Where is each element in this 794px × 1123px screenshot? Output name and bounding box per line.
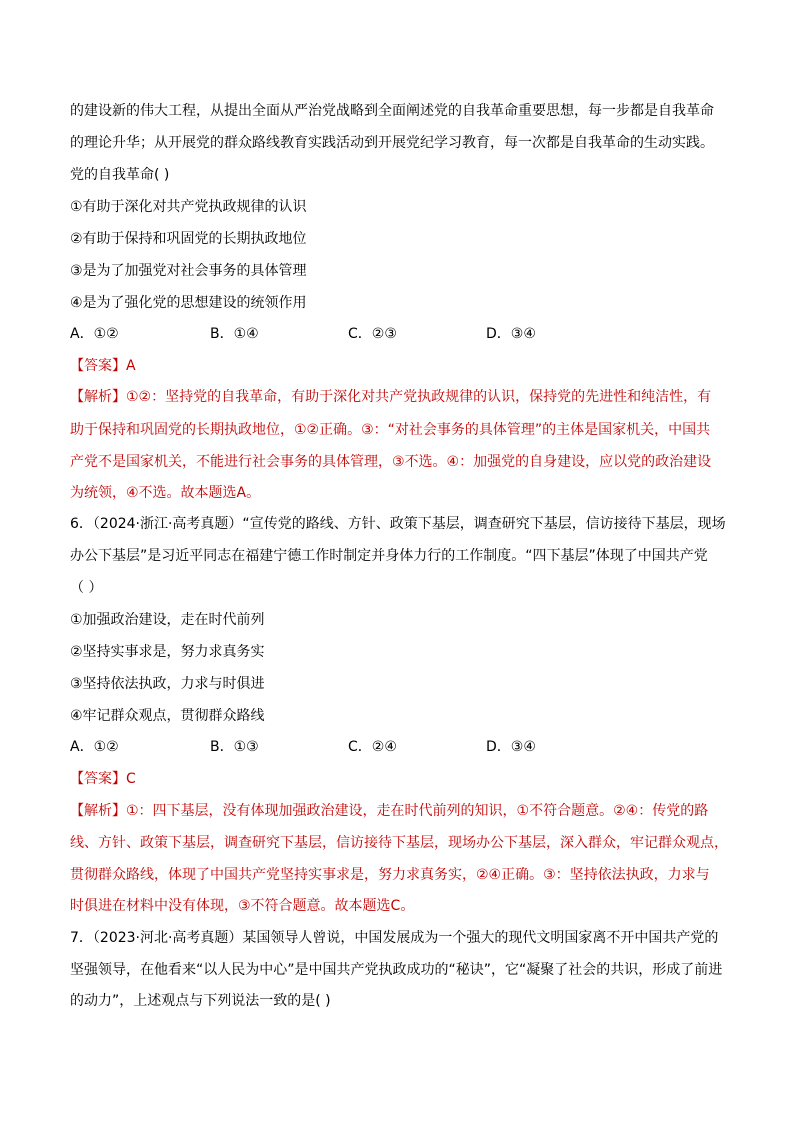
q5-option-b: B．①④ (210, 326, 259, 342)
q5-option-c: C．②③ (348, 326, 397, 342)
q6-stem-line-2: 办公下基层”是习近平同志在福建宁德工作时制定并身体力行的工作制度。“四下基层”体现了中国共产党 (70, 548, 708, 564)
q6-stem-line-1: 6．（2024·浙江·高考真题）“宣传党的路线、方针、政策下基层，调查研究下基层，信访接待下基层，现场 (70, 516, 726, 532)
q6-analysis-line-3: 贯彻群众路线，体现了中国共产党坚持实事求是，努力求真务实，②④正确。③：坚持依法执政，力求与 (70, 867, 710, 883)
q6-analysis-line-4: 时俱进在材料中没有体现，③不符合题意。故本题选C。 (70, 898, 415, 914)
q5-analysis-line-3: 产党不是国家机关，不能进行社会事务的具体管理，③不选。④：加强党的自身建设，应以党的政治建设 (70, 454, 712, 470)
q5-option-a: A．①② (70, 326, 119, 342)
q5-analysis-line-1: 【解析】①②：坚持党的自我革命，有助于深化对共产党执政规律的认识，保持党的先进性和纯洁性，有 (70, 389, 712, 405)
q5-stem-line-2: 的理论升华；从开展党的群众路线教育实践活动到开展党纪学习教育，每一次都是自我革命的生动实践。 (70, 135, 714, 151)
q6-option-a: A．①② (70, 739, 119, 755)
q6-statement-1: ①加强政治建设，走在时代前列 (70, 612, 265, 628)
q6-option-c: C．②④ (348, 739, 397, 755)
q5-analysis-line-4: 为统领，④不选。故本题选A。 (70, 485, 261, 501)
q5-statement-1: ①有助于深化对共产党执政规律的认识 (70, 199, 307, 215)
q5-stem-line-1: 的建设新的伟大工程，从提出全面从严治党战略到全面阐述党的自我革命重要思想，每一步都是自我革命 (70, 103, 714, 119)
q7-stem-line-3: 的动力”，上述观点与下列说法一致的是( ) (70, 993, 331, 1009)
q5-answer: 【答案】A (70, 358, 136, 374)
q6-analysis-line-2: 线、方针、政策下基层，调查研究下基层，信访接待下基层，现场办公下基层，深入群众，牢记群众观点， (70, 835, 728, 851)
q6-statement-2: ②坚持实事求是，努力求真务实 (70, 644, 265, 660)
q6-stem-line-3: （ ） (70, 580, 103, 596)
q5-statement-2: ②有助于保持和巩固党的长期执政地位 (70, 231, 307, 247)
q5-stem-line-3: 党的自我革命( ) (70, 167, 170, 183)
q5-option-d: D．③④ (486, 326, 536, 342)
q7-stem-line-1: 7．（2023·河北·高考真题）某国领导人曾说，中国发展成为一个强大的现代文明国家离不开中国共产党的 (70, 930, 719, 946)
q6-option-d: D．③④ (486, 739, 536, 755)
q6-answer: 【答案】C (70, 771, 136, 787)
q7-stem-line-2: 坚强领导，在他看来“以人民为中心”是中国共产党执政成功的“秘诀”，它“凝聚了社会的共识，形成了前进 (70, 962, 723, 978)
q5-analysis-line-2: 助于保持和巩固党的长期执政地位，①②正确。③：“对社会事务的具体管理”的主体是国家机关，中国共 (70, 422, 711, 438)
q6-analysis-line-1: 【解析】①：四下基层，没有体现加强政治建设，走在时代前列的知识，①不符合题意。②④：传党的路 (70, 803, 709, 819)
q5-statement-3: ③是为了加强党对社会事务的具体管理 (70, 263, 307, 279)
q6-option-b: B．①③ (210, 739, 259, 755)
q5-statement-4: ④是为了强化党的思想建设的统领作用 (70, 295, 307, 311)
q6-statement-4: ④牢记群众观点，贯彻群众路线 (70, 708, 265, 724)
q6-statement-3: ③坚持依法执政，力求与时俱进 (70, 676, 265, 692)
